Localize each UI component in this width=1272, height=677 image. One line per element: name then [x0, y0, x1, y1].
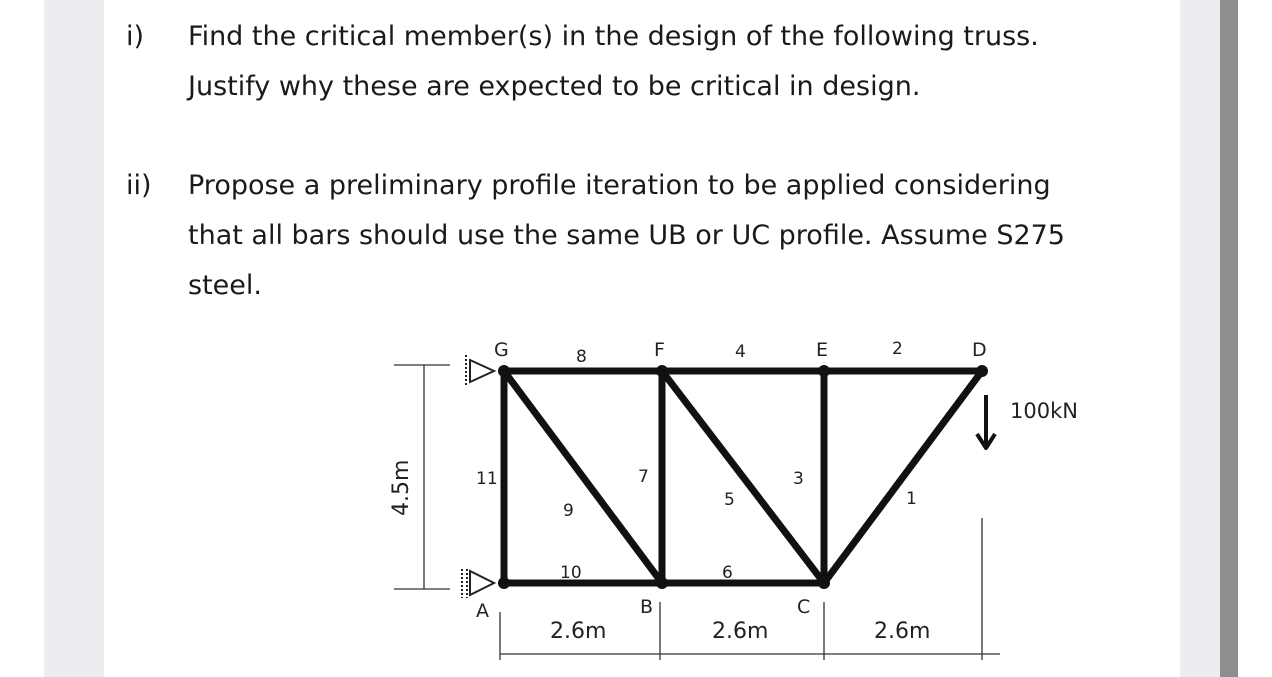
span-label-3: 2.6m [874, 619, 931, 644]
span-label-1: 2.6m [550, 619, 607, 644]
node-label-d: D [972, 339, 987, 361]
question-1-number: i) [126, 21, 145, 52]
member-label-6: 6 [722, 563, 733, 583]
member-label-5: 5 [724, 490, 735, 510]
joint-e [818, 365, 830, 377]
joint-c [818, 577, 830, 589]
question-1-line-2: Justify why these are expected to be critical in design. [188, 71, 921, 102]
node-label-e: E [816, 339, 829, 361]
member-label-3: 3 [793, 469, 804, 489]
question-2-line-3: steel. [188, 270, 262, 301]
question-2-line-2: that all bars should use the same UB or UC profile. Assume S275 [188, 220, 1065, 251]
document-page [104, 0, 1180, 677]
question-2-line-1: Propose a preliminary profile iteration to be applied considering [188, 170, 1051, 201]
member-label-10: 10 [560, 563, 582, 583]
node-label-b: B [640, 596, 654, 618]
span-label-2: 2.6m [712, 619, 769, 644]
member-label-7: 7 [638, 467, 649, 487]
member-label-1: 1 [906, 489, 917, 509]
node-label-f: F [654, 339, 665, 361]
joint-f [656, 365, 668, 377]
support-g-icon [466, 355, 494, 386]
member-label-2: 2 [892, 339, 903, 359]
load-label: 100kN [1010, 399, 1078, 423]
member-diagonal-cd [824, 371, 982, 583]
member-label-4: 4 [735, 342, 746, 362]
joint-d [976, 365, 988, 377]
joint-b [656, 577, 668, 589]
joint-a [498, 577, 510, 589]
node-label-g: G [494, 339, 509, 361]
question-1-line-1: Find the critical member(s) in the design of the following truss. [188, 21, 1039, 52]
node-label-c: C [797, 596, 811, 618]
member-label-8: 8 [576, 347, 587, 367]
member-label-11: 11 [476, 469, 498, 489]
node-label-a: A [476, 600, 489, 622]
joint-g [498, 365, 510, 377]
member-label-9: 9 [563, 501, 574, 521]
height-dimension-label: 4.5m [389, 459, 414, 516]
load-arrow-icon [977, 395, 995, 448]
support-a-icon [462, 569, 494, 598]
question-2-number: ii) [126, 170, 152, 201]
